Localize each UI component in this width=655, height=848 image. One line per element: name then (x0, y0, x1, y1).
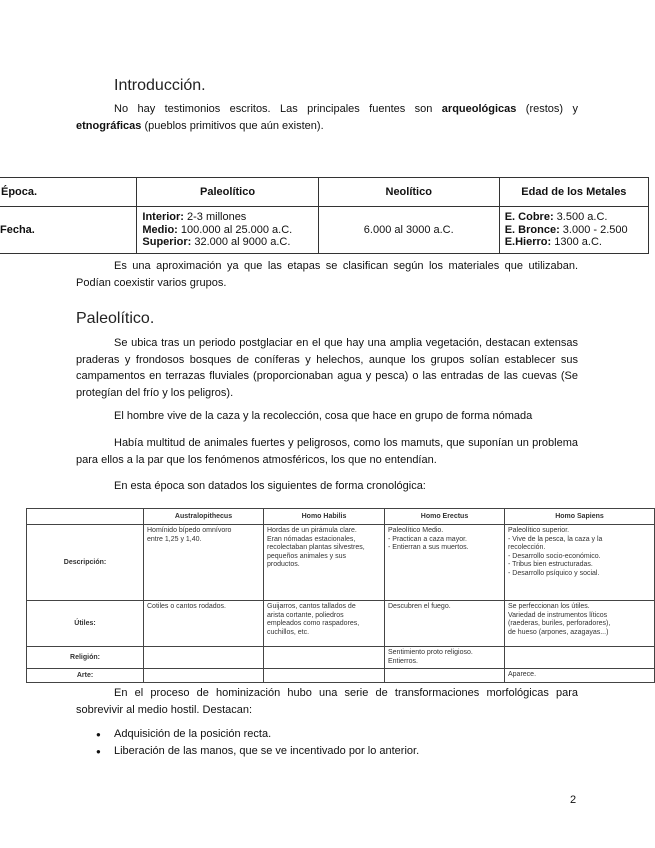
table-row (27, 647, 655, 669)
hominid-header-cell: Homo Sapiens (505, 509, 655, 525)
hominid-cell-line: - Vive de la pesca, la caza y la (508, 535, 603, 543)
hominid-cell-line: de hueso (arpones, azagayas...) (508, 628, 609, 636)
table-row (27, 525, 655, 601)
hominid-cell (385, 647, 505, 669)
page-number: 2 (570, 794, 577, 806)
paleolitico-paragraph-1: Se ubica tras un periodo postglaciar en el que hay una amplia vegetación, destacan extensas praderas y frondosos bosques de coníferas y helechos, aunque los grupos solían establecer sus campamentos en terrazas fluviales (proporcionaban agua y pesca) o las entradas de las cuevas (Se protegían del frío y los peligros). (76, 337, 578, 399)
hominid-cell-line: Se perfeccionan los útiles. (508, 603, 590, 610)
hominid-cell-line: entre 1,25 y 1,40. (147, 535, 202, 543)
hominid-cell (264, 525, 385, 601)
hominid-cell-line: recolectaban plantas silvestres, (267, 544, 365, 552)
hominid-cell (505, 647, 655, 669)
hominid-cell-line: cuchillos, etc. (267, 628, 310, 636)
hominid-cell-line: Descubren el fuego. (388, 603, 451, 610)
hominid-cell-line: - Practican a caza mayor. (388, 535, 467, 543)
hominid-row-label: Religión: (27, 647, 144, 669)
table-row (27, 669, 655, 683)
list-item: ● Liberación de las manos, que se ve incentivado por lo anterior. (76, 743, 419, 760)
epoch-neo-cell: 6.000 al 3000 a.C. (318, 207, 499, 254)
hominid-cell (144, 647, 264, 669)
hominid-cell-line: - Entierran a sus muertos. (388, 544, 469, 552)
hominid-cell-line: empleados como raspadores, (267, 620, 360, 628)
epoch-table-row (0, 207, 649, 254)
hominid-cell-line: Variedad de instrumentos líticos (508, 611, 608, 619)
epoch-row-label: Fecha. (0, 207, 137, 254)
epoch-note: Es una aproximación ya que las etapas se clasifican según los materiales que utilizaban. Podían coexistir varios grupos. (76, 260, 578, 289)
closing-paragraph: En el proceso de hominización hubo una serie de transformaciones morfológicas para sobrevivir al medio hostil. Destacan: (76, 687, 578, 716)
paleolitico-heading: Paleolítico. (76, 310, 155, 327)
hominid-cell (385, 669, 505, 683)
hominid-cell-line: (raederas, buriles, perforadores), (508, 620, 611, 628)
intro-paragraph: No hay testimonios escritos. Las principales fuentes son arqueológicas (restos) y etnográficas (pueblos primitivos que aún existen). (76, 103, 578, 132)
hominid-row-label: Arte: (27, 669, 144, 683)
hominid-header-cell (27, 509, 144, 525)
hominid-cell (264, 669, 385, 683)
hominid-cell-line: recolección. (508, 544, 546, 552)
hominid-cell (505, 669, 655, 683)
hominid-cell-line: Guijarros, cantos tallados de (267, 603, 356, 610)
hominid-cell-line: Homínido bípedo omnívoro (147, 527, 232, 534)
epoch-metals-cell: E. Cobre: 3.500 a.C. E. Bronce: 3.000 - 2.500 E.Hierro: 1300 a.C. (499, 207, 648, 254)
epoch-table-header-row (0, 178, 649, 207)
hominid-cell (264, 647, 385, 669)
hominid-cell-line: arista cortante, poliedros (267, 611, 344, 619)
hominid-cell (144, 525, 264, 601)
epoch-header-cell: Edad de los Metales (499, 178, 648, 207)
closing-bullet-list (76, 726, 419, 760)
hominid-cell (385, 525, 505, 601)
hominid-table (26, 508, 655, 683)
hominid-cell-line: Eran nómadas estacionales, (267, 535, 356, 543)
hominid-cell-line: Sentimiento proto religioso. (388, 649, 473, 656)
hominid-header-cell: Homo Habilis (264, 509, 385, 525)
hominid-cell-line: - Desarrollo psíquico y social. (508, 569, 600, 577)
hominid-cell (505, 525, 655, 601)
paleolitico-paragraph-4: En esta época son datados los siguientes de forma cronológica: (114, 480, 426, 492)
paleolitico-paragraph-2: El hombre vive de la caza y la recolección, cosa que hace en grupo de forma nómada (114, 410, 533, 422)
hominid-cell-line: pequeños animales y sus (267, 552, 346, 560)
hominid-cell-line: Hordas de un pirámula clare. (267, 527, 357, 534)
hominid-cell-line: productos. (267, 561, 300, 569)
hominid-cell-line: - Tribus bien estructuradas. (508, 561, 593, 569)
paleolitico-paragraph-3: Había multitud de animales fuertes y peligrosos, como los mamuts, que suponían un problema para ellos a la par que los fenómenos atmosféricos, los que no entendían. (76, 437, 578, 466)
hominid-cell-line: - Desarrollo socio-económico. (508, 552, 601, 560)
hominid-cell (505, 601, 655, 647)
hominid-cell-line: Aparece. (508, 671, 537, 679)
list-item: ● Adquisición de la posición recta. (76, 726, 419, 743)
hominid-cell-line: Entierros. (388, 657, 418, 665)
hominid-cell (144, 669, 264, 683)
hominid-cell-line: Cotiles o cantos rodados. (147, 603, 226, 610)
epoch-header-cell: Paleolítico (137, 178, 318, 207)
epoch-header-cell: Neolítico (318, 178, 499, 207)
epoch-header-cell: Época. (0, 178, 137, 207)
epoch-paleo-cell: Interior: 2-3 millones Medio: 100.000 al 25.000 a.C. Superior: 32.000 al 9000 a.C. (137, 207, 318, 254)
hominid-row-label: Útiles: (27, 601, 144, 647)
intro-heading: Introducción. (114, 77, 206, 94)
hominid-header-row (27, 509, 655, 525)
epoch-table (0, 177, 649, 254)
hominid-cell-line: Paleolítico Medio. (388, 527, 444, 534)
hominid-row-label: Descripción: (27, 525, 144, 601)
hominid-header-cell: Homo Erectus (385, 509, 505, 525)
hominid-header-cell: Australopithecus (144, 509, 264, 525)
hominid-cell-line: Paleolítico superior. (508, 527, 570, 534)
table-row (27, 601, 655, 647)
hominid-cell (144, 601, 264, 647)
hominid-cell (385, 601, 505, 647)
hominid-cell (264, 601, 385, 647)
